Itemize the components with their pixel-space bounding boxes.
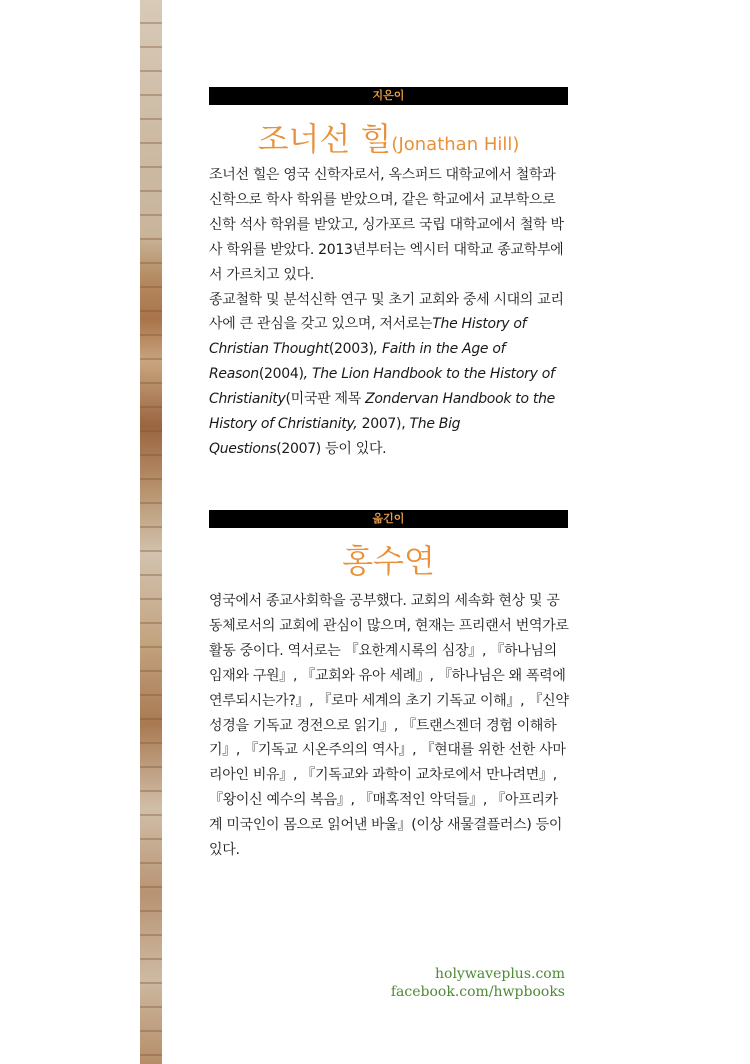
publisher-footer (391, 965, 565, 1001)
us-edition-suffix: 2007), (357, 416, 410, 433)
author-name-en: (Jonathan Hill) (391, 134, 520, 155)
work-title-4: The Big Questions (209, 416, 461, 457)
translator-bio-paragraph: 영국에서 종교사회학을 공부했다. 교회의 세속화 현상 및 공동체로서의 교회에 관심이 많으며, 현재는 프리랜서 번역가로 활동 중이다. 역서로는 『요한계시록의 심장』, 『하나님의 임재와 구원』, 『교회와 유아 세례』, 『하나님은 왜 폭력에 연루되시는가?』, 『로마 세계의 초기 기독교 이해』, 『신약성경을 기독교 경전으로 읽기』, 『트랜스젠더 경험 이해하기』, 『기독교 시온주의의 역사』, 『현대를 위한 선한 사마리아인 비유』, 『기독교와 과학이 교차로에서 만나려면』, 『왕이신 예수의 복음』, 『매혹적인 악덕들』, 『아프리카계 미국인이 몸으로 읽어낸 바울』(이상 새물결플러스) 등이 있다. (209, 593, 569, 859)
work-sep-2: , (303, 366, 312, 383)
work-suffix-4: (2007) 등이 있다. (276, 440, 387, 457)
work-sep-1: , (373, 341, 382, 358)
author-name-ko: 조너선 힐 (257, 120, 392, 158)
work-title-3: The Lion Handbook to the History of Christianity (209, 366, 555, 408)
work-title-2: Faith in the Age of Reason (209, 341, 506, 383)
us-edition-title: Zondervan Handbook to the History of Christianity, (209, 391, 555, 433)
author-bio (209, 163, 571, 462)
author-name (209, 114, 568, 160)
us-edition-prefix: (미국판 제목 (285, 391, 366, 408)
translator-name (209, 536, 568, 582)
author-bio-intro: 종교철학 및 분석신학 연구 및 초기 교회와 중세 시대의 교리사에 큰 관심을 갖고 있으며, 저서로는 (209, 291, 564, 333)
translator-bio (209, 589, 571, 863)
translator-name-ko: 홍수연 (342, 542, 435, 580)
brick-wall-strip (140, 0, 162, 1064)
translator-section-label: 옮긴이 (209, 510, 568, 528)
work-year-1: (2003) (328, 341, 374, 358)
author-bio-paragraph-2 (209, 288, 571, 462)
author-bio-paragraph-1: 조너선 힐은 영국 신학자로서, 옥스퍼드 대학교에서 철학과 신학으로 학사 학위를 받았으며, 같은 학교에서 교부학으로 신학 석사 학위를 받았고, 싱가포르 국립 대학교에서 철학 박사 학위를 받았다. 2013년부터는 엑시터 대학교 종교학부에서 가르치고 있다. (209, 167, 564, 283)
work-title-1: The History of Christian Thought (209, 316, 527, 358)
website-link[interactable]: holywaveplus.com (435, 966, 565, 982)
facebook-link[interactable]: facebook.com/hwpbooks (390, 984, 565, 1000)
author-section-label: 지은이 (209, 87, 568, 105)
work-year-2: (2004) (258, 366, 304, 383)
